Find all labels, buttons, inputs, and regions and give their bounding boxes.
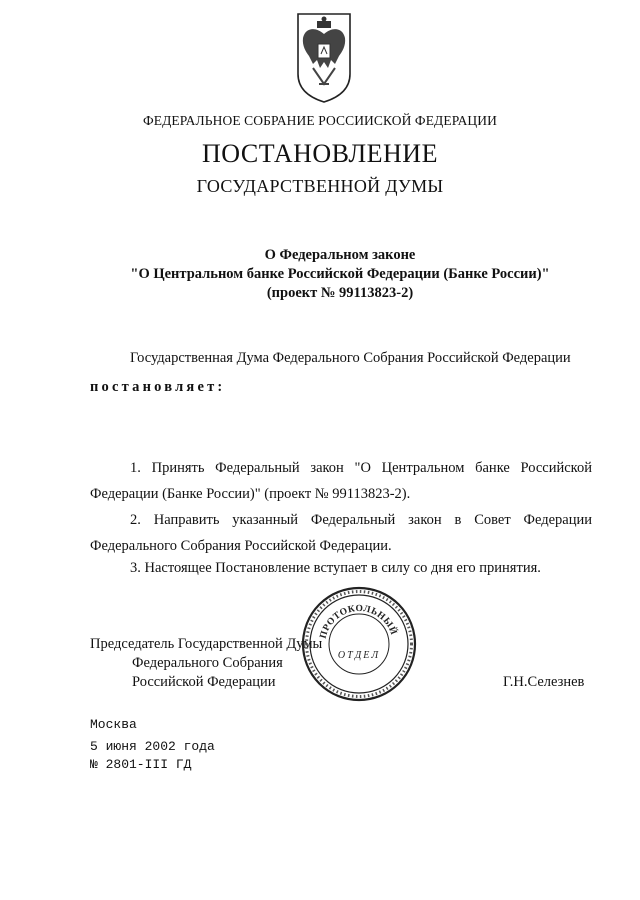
issue-city: Москва: [90, 717, 137, 732]
issuing-body: ГОСУДАРСТВЕННОЙ ДУМЫ: [196, 176, 444, 196]
subject-line-1: О Федеральном законе: [264, 247, 416, 263]
issue-date: 5 июня 2002 года: [90, 739, 215, 754]
parliament-name: ФЕДЕРАЛЬНОЕ СОБРАНИЕ РОССИИСКОЙ ФЕДЕРАЦИИ: [143, 113, 497, 128]
resolution-item-1: 1. Принять Федеральный закон "О Центральном банке Российской Федерации (Банке России)" (проект № 99113823-2).: [90, 460, 592, 502]
document-type-title: ПОСТАНОВЛЕНИЕ: [202, 139, 438, 168]
signatory-title-line-3: Российской Федерации: [132, 674, 276, 690]
stamp-center-text: ОТДЕЛ: [337, 650, 381, 661]
document-number: № 2801-III ГД: [90, 757, 192, 772]
document-subject: [0, 246, 640, 303]
preamble-text: Государственная Дума Федерального Собрания Российской Федерации: [130, 350, 571, 366]
subject-line-3: (проект № 99113823-2): [266, 285, 414, 301]
resolution-item-2: 2. Направить указанный Федеральный закон в Совет Федерации Федерального Собрания Российской Федерации.: [90, 512, 592, 554]
decree-word: постановляет:: [90, 379, 226, 395]
coat-of-arms-emblem: [295, 12, 353, 104]
official-stamp: [300, 585, 418, 703]
signatory-title-line-2: Федерального Собрания: [132, 655, 283, 671]
subject-line-2: "О Центральном банке Российской Федерации (Банке России)": [130, 266, 550, 282]
signatory-name: Г.Н.Селезнев: [503, 674, 585, 690]
resolution-item-3: 3. Настоящее Постановление вступает в силу со дня его принятия.: [130, 560, 541, 576]
signatory-title-line-1: Председатель Государственной Думы: [90, 636, 323, 652]
stamp-arc-text: ПРОТОКОЛЬНЫЙ: [318, 603, 399, 640]
